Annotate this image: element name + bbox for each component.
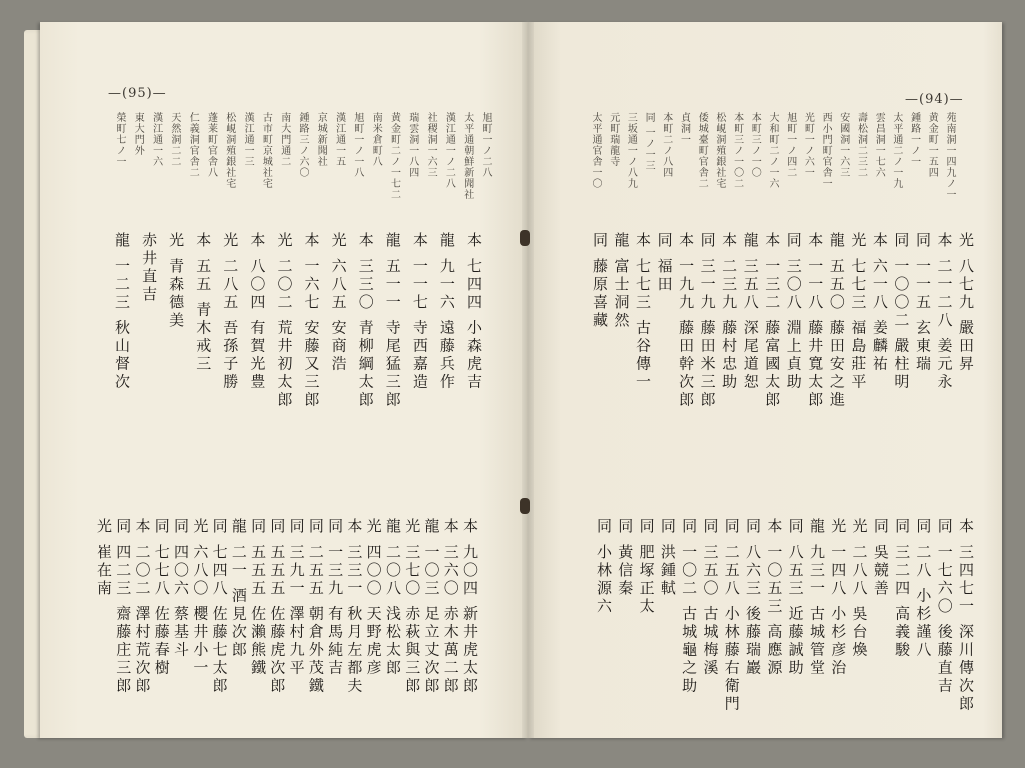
directory-entry: 本 二三九 藤村忠助 (720, 232, 739, 392)
directory-entry: 本 一一七 寺西嘉造 (410, 232, 429, 392)
directory-entry: 同 五五五 佐藤虎次郎 (268, 518, 287, 696)
address-line: 仁義洞官舎二 (187, 112, 199, 178)
directory-entry: 同 四二三 齋藤庄三郎 (114, 518, 133, 696)
directory-entry: 龍 九三一 古城管堂 (807, 518, 826, 678)
binding-hole-bottom (520, 498, 530, 514)
directory-entry: 同 三二四 高義駿 (893, 518, 912, 660)
directory-entry: 本 一〇五三 高應源 (765, 518, 784, 678)
directory-entry: 同 福田 (655, 232, 674, 294)
address-line: 貞洞一 (678, 112, 690, 145)
address-line: 大和町二ノ一六 (767, 112, 778, 189)
directory-entry: 龍 二〇八 浅松太郎 (383, 518, 402, 678)
page-number-left: —(95)— (108, 86, 167, 101)
address-line: 安國洞一六三 (837, 112, 849, 178)
directory-entry: 本 三三〇 青柳綱太郎 (356, 232, 375, 410)
address-line: 南大門通二 (278, 112, 290, 167)
address-line: 黄金町一五四 (926, 112, 938, 178)
directory-entry: 龍 二一 酒見次郎 (229, 518, 248, 660)
address-line: 三坂通一ノ八九 (625, 112, 637, 189)
directory-entry: 本 九〇四 新井虎太郎 (461, 518, 479, 696)
directory-entry: 同 三一九 藤田米三郎 (698, 232, 717, 410)
address-line: 苑南洞一四九ノ一 (944, 112, 955, 200)
directory-entry: 同 肥塚正太 (637, 518, 656, 616)
address-line: 漢江通一三 (242, 112, 254, 167)
address-line: 漢江通一五 (333, 112, 345, 167)
directory-entry: 本 八〇四 有賀光豊 (248, 232, 267, 392)
directory-entry: 同 七四八 佐藤七太郎 (210, 518, 229, 696)
directory-entry: 同 一三九 有馬純吉 (326, 518, 345, 678)
address-line: 松峴洞殖銀社宅 (223, 112, 235, 189)
directory-entry: 龍 富士洞然 (612, 232, 631, 330)
directory-entry: 同 七七八 佐藤春樹 (152, 518, 171, 678)
directory-entry: 光 二八八 吳台煥 (850, 518, 869, 660)
directory-entry: 光 二〇二 荒井初太郎 (275, 232, 294, 410)
directory-entry: 本 一六七 安藤又三郎 (302, 232, 321, 410)
address-line: 榮町七ノ一 (114, 112, 125, 167)
directory-entry: 同 一一五 玄東瑞 (913, 232, 932, 374)
address-line: 漢江通一六 (150, 112, 162, 167)
address-line: 東大門外 (132, 112, 144, 156)
directory-entry: 光 八七九 嚴田昇 (957, 232, 975, 374)
directory-entry: 本 二〇二 澤村荒次郎 (133, 518, 152, 696)
address-line: 南米倉町八 (370, 112, 382, 167)
address-line: 西小門町官舎一 (820, 112, 832, 189)
directory-entry: 同 黃信秦 (616, 518, 635, 598)
directory-entry: 本 一三二 藤富國太郎 (763, 232, 782, 410)
directory-entry: 同 三五〇 古城梅溪 (701, 518, 720, 678)
directory-entry: 光 二八五 吾孫子勝 (221, 232, 240, 392)
directory-entry: 本 二一二八 姜元永 (935, 232, 954, 392)
directory-entry: 同 藤原喜藏 (591, 232, 609, 330)
address-line: 鍾路一ノ一 (908, 112, 920, 167)
directory-entry: 本 七四四 小森虎吉 (465, 232, 483, 392)
directory-entry: 本 五五 青木戒三 (194, 232, 213, 374)
directory-entry: 同 一七六〇 後藤直吉 (935, 518, 954, 696)
directory-entry: 同 一〇二 古城龜之助 (680, 518, 699, 696)
address-line: 古市町京城社宅 (260, 112, 272, 189)
binding-hole-top (520, 230, 530, 246)
address-line: 蓬莱町官舎八 (205, 112, 217, 178)
directory-entry: 本 一一八 藤井寬太郎 (806, 232, 825, 410)
directory-entry: 光 崔在南 (95, 518, 113, 598)
directory-entry: 龍 一二三 秋山督次 (113, 232, 131, 392)
directory-entry: 本 一九九 藤田幹次郎 (677, 232, 696, 410)
directory-entry: 光 六八五 安商浩 (329, 232, 348, 374)
directory-entry: 同 三九一 澤村九平 (287, 518, 306, 678)
address-line: 壽松洞二三二 (855, 112, 867, 178)
directory-entry: 本 三六〇 赤木萬二郎 (441, 518, 460, 696)
directory-entry: 同 吳競善 (871, 518, 890, 598)
address-line: 本町三ノ一〇二 (731, 112, 743, 189)
directory-entry: 同 小林源六 (595, 518, 613, 616)
directory-entry: 同 二五五 朝倉外茂鐵 (306, 518, 325, 696)
address-line: 同 一ノ一三 (643, 112, 655, 172)
address-line: 京城新聞社 (315, 112, 327, 167)
book-gutter (522, 22, 534, 738)
address-line: 旭町一ノ二八 (480, 112, 491, 178)
directory-entry: 本 六一八 姜麟祐 (870, 232, 889, 374)
address-line: 瑞雲洞一八四 (406, 112, 418, 178)
directory-entry: 光 六八〇 櫻井小一 (191, 518, 210, 678)
directory-entry: 龍 三五八 深尾道恕 (741, 232, 760, 392)
directory-entry: 本 三四七一 深川傳次郎 (957, 518, 975, 714)
address-line: 光町一ノ六一 (802, 112, 814, 178)
address-line: 旭町一ノ四二 (784, 112, 796, 178)
directory-entry: 光 三七〇 赤萩與三郎 (403, 518, 422, 696)
directory-entry: 同 洪鍾軾 (658, 518, 677, 598)
address-line: 雲昌洞一七六 (873, 112, 885, 178)
directory-entry: 光 七七三 福島莊平 (849, 232, 868, 392)
directory-entry: 龍 五五〇 藤田安之進 (827, 232, 846, 410)
address-line: 本町二ノ八四 (660, 112, 672, 178)
address-line: 社稷洞一六三 (425, 112, 437, 178)
directory-entry: 龍 一〇三 足立丈次郎 (422, 518, 441, 696)
directory-entry: 赤井直吉 (140, 232, 159, 304)
address-line: 太平通二ノ一九 (890, 112, 902, 189)
directory-entry: 光 青森德美 (167, 232, 186, 330)
directory-entry: 同 二五八 小林藤右衛門 (722, 518, 741, 714)
address-line: 天然洞二二 (168, 112, 180, 167)
address-line: 黄金町二ノ一七二 (388, 112, 400, 200)
directory-entry: 同 八五三 近藤誠助 (786, 518, 805, 678)
directory-entry: 光 一四八 小杉彦治 (829, 518, 848, 678)
directory-entry: 同 三〇八 淵上貞助 (784, 232, 803, 392)
directory-entry: 本 三三一 秋月左都夫 (345, 518, 364, 696)
directory-entry: 龍 五一一 寺尾猛三郎 (383, 232, 402, 410)
address-line: 本町三ノ一〇 (749, 112, 761, 178)
page-number-right: —(94)— (905, 92, 964, 107)
directory-entry: 同 四〇六 蔡基斗 (172, 518, 191, 660)
directory-entry: 同 八六三 後藤瑞巖 (744, 518, 763, 678)
address-line: 倭城臺町官舎二 (696, 112, 708, 189)
address-line: 元町瑞龍寺 (607, 112, 619, 167)
directory-entry: 光 四〇〇 天野虎彦 (364, 518, 383, 678)
address-line: 太平通官舎一〇 (590, 112, 601, 189)
address-line: 太平通朝鮮新聞社 (461, 112, 473, 200)
address-line: 旭町一ノ一八 (351, 112, 363, 178)
address-line: 松峴洞殖銀社宅 (713, 112, 725, 189)
address-line: 鍾路三ノ六〇 (297, 112, 308, 178)
directory-entry: 龍 九一六 遠藤兵作 (437, 232, 456, 392)
address-line: 漢江通一ノ二八 (443, 112, 455, 189)
directory-entry: 本 七七三 古谷傳一 (634, 232, 653, 392)
directory-entry: 同 一〇〇二 嚴柱明 (892, 232, 911, 392)
directory-entry: 同 五五五 佐瀨熊鐵 (249, 518, 268, 678)
directory-entry: 同 二八 小杉謹八 (914, 518, 933, 660)
